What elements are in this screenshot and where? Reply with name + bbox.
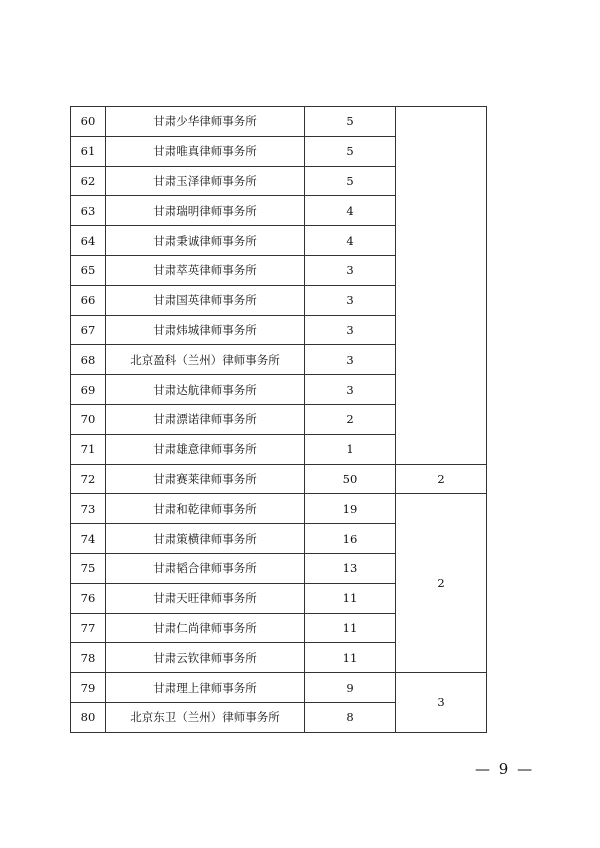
- group-cell: 3: [396, 673, 487, 733]
- firm-name: 甘肃唯真律师事务所: [106, 136, 305, 166]
- row-number: 73: [71, 494, 106, 524]
- firm-name: 甘肃秉诚律师事务所: [106, 226, 305, 256]
- count-cell: 5: [305, 107, 396, 137]
- count-cell: 3: [305, 285, 396, 315]
- firm-name: 北京东卫（兰州）律师事务所: [106, 702, 305, 732]
- count-cell: 11: [305, 613, 396, 643]
- count-cell: 5: [305, 166, 396, 196]
- group-cell: 2: [396, 494, 487, 673]
- firm-name: 甘肃少华律师事务所: [106, 107, 305, 137]
- count-cell: 16: [305, 524, 396, 554]
- row-number: 69: [71, 375, 106, 405]
- row-number: 68: [71, 345, 106, 375]
- count-cell: 50: [305, 464, 396, 494]
- law-firm-table: [70, 106, 487, 733]
- count-cell: 1: [305, 434, 396, 464]
- table-row: [71, 107, 487, 137]
- row-number: 62: [71, 166, 106, 196]
- row-number: 75: [71, 553, 106, 583]
- firm-name: 甘肃天旺律师事务所: [106, 583, 305, 613]
- table-row: [71, 464, 487, 494]
- table-row: [71, 673, 487, 703]
- count-cell: 8: [305, 702, 396, 732]
- count-cell: 19: [305, 494, 396, 524]
- row-number: 76: [71, 583, 106, 613]
- row-number: 60: [71, 107, 106, 137]
- firm-name: 甘肃赛莱律师事务所: [106, 464, 305, 494]
- firm-name: 甘肃云钦律师事务所: [106, 643, 305, 673]
- row-number: 78: [71, 643, 106, 673]
- page-number: — 9 —: [475, 760, 535, 778]
- count-cell: 3: [305, 345, 396, 375]
- row-number: 70: [71, 404, 106, 434]
- count-cell: 2: [305, 404, 396, 434]
- count-cell: 3: [305, 315, 396, 345]
- table-row: [71, 494, 487, 524]
- count-cell: 11: [305, 643, 396, 673]
- row-number: 79: [71, 673, 106, 703]
- firm-name: 甘肃玉泽律师事务所: [106, 166, 305, 196]
- count-cell: 3: [305, 375, 396, 405]
- firm-name: 甘肃瑞明律师事务所: [106, 196, 305, 226]
- firm-name: 甘肃国英律师事务所: [106, 285, 305, 315]
- count-cell: 11: [305, 583, 396, 613]
- count-cell: 9: [305, 673, 396, 703]
- firm-name: 北京盈科（兰州）律师事务所: [106, 345, 305, 375]
- row-number: 72: [71, 464, 106, 494]
- count-cell: 13: [305, 553, 396, 583]
- firm-name: 甘肃仁尚律师事务所: [106, 613, 305, 643]
- count-cell: 4: [305, 196, 396, 226]
- row-number: 77: [71, 613, 106, 643]
- count-cell: 5: [305, 136, 396, 166]
- firm-name: 甘肃韬合律师事务所: [106, 553, 305, 583]
- row-number: 71: [71, 434, 106, 464]
- firm-name: 甘肃达航律师事务所: [106, 375, 305, 405]
- row-number: 80: [71, 702, 106, 732]
- row-number: 64: [71, 226, 106, 256]
- firm-name: 甘肃策横律师事务所: [106, 524, 305, 554]
- firm-name: 甘肃漂诺律师事务所: [106, 404, 305, 434]
- group-cell-empty: [396, 107, 487, 465]
- row-number: 63: [71, 196, 106, 226]
- firm-name: 甘肃和乾律师事务所: [106, 494, 305, 524]
- firm-name: 甘肃萃英律师事务所: [106, 255, 305, 285]
- row-number: 61: [71, 136, 106, 166]
- count-cell: 4: [305, 226, 396, 256]
- group-cell: 2: [396, 464, 487, 494]
- row-number: 74: [71, 524, 106, 554]
- firm-name: 甘肃雄意律师事务所: [106, 434, 305, 464]
- count-cell: 3: [305, 255, 396, 285]
- row-number: 67: [71, 315, 106, 345]
- row-number: 65: [71, 255, 106, 285]
- row-number: 66: [71, 285, 106, 315]
- firm-name: 甘肃理上律师事务所: [106, 673, 305, 703]
- firm-name: 甘肃炜城律师事务所: [106, 315, 305, 345]
